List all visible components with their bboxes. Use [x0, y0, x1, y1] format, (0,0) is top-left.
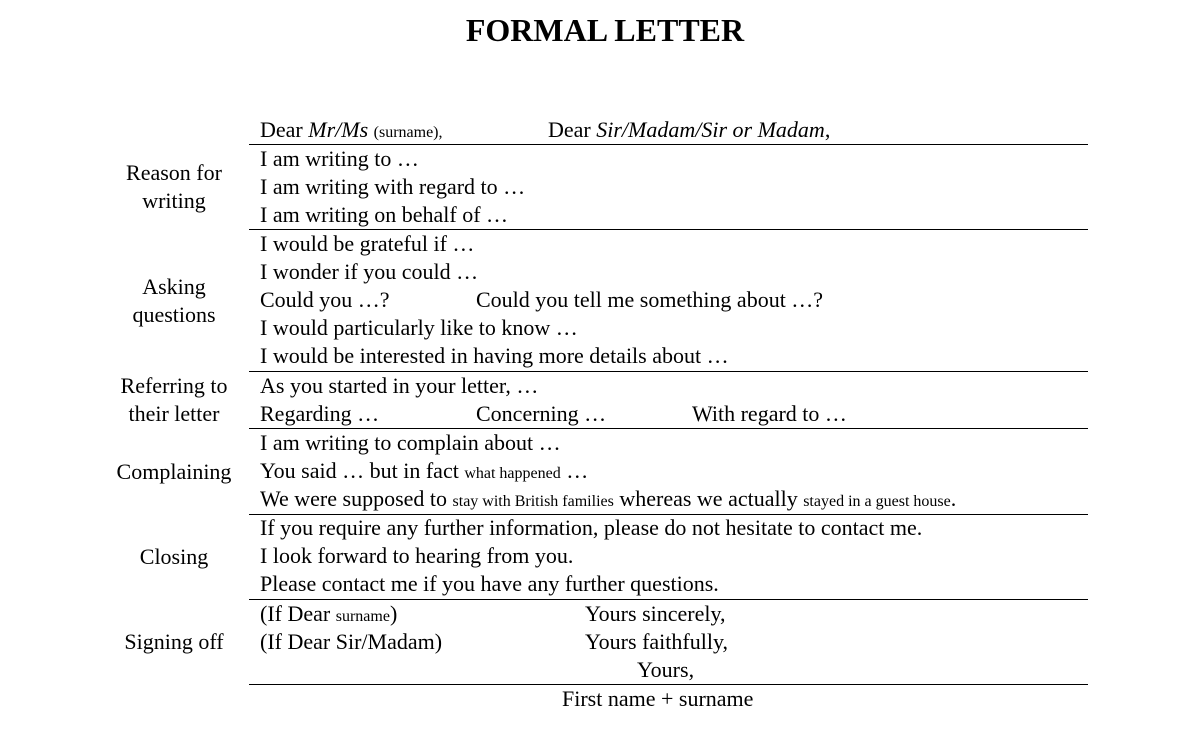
- phrase: I wonder if you could …: [260, 259, 479, 284]
- text: You said … but in fact: [260, 458, 465, 483]
- phrase: I am writing to …: [260, 146, 419, 171]
- phrase: I look forward to hearing from you.: [260, 543, 574, 568]
- greeting-unnamed: [548, 116, 830, 144]
- section-label-closing: Closing: [139, 544, 209, 569]
- phrase: As you started in your letter, …: [260, 373, 539, 398]
- label-line: Referring to: [120, 373, 228, 398]
- text: whereas we actually: [613, 486, 804, 511]
- phrase: With regard to …: [692, 401, 847, 426]
- page-title: FORMAL LETTER: [465, 12, 745, 48]
- phrase: Could you tell me something about …?: [476, 287, 824, 312]
- dear-label: Dear: [548, 117, 597, 142]
- section-label-signing: Signing off: [124, 629, 224, 654]
- label-line: questions: [132, 302, 216, 327]
- section-label-referring: [100, 372, 248, 428]
- phrase: I would be grateful if …: [260, 231, 475, 256]
- if-dear-sir: (If Dear Sir/Madam): [260, 629, 443, 654]
- placeholder: stayed in a guest house: [803, 493, 951, 510]
- phrase: I am writing with regard to …: [260, 174, 526, 199]
- placeholder: stay with British families: [452, 493, 614, 510]
- text: ): [389, 601, 398, 626]
- text: We were supposed to: [260, 486, 453, 511]
- text: …: [560, 458, 589, 483]
- phrase: I am writing on behalf of …: [260, 202, 509, 227]
- if-dear-surname: [260, 600, 397, 631]
- text: .: [950, 486, 957, 511]
- placeholder: what happened: [464, 465, 561, 482]
- section-label-asking: [100, 273, 248, 329]
- yours-faithfully: Yours faithfully,: [585, 629, 729, 654]
- surname-placeholder: (surname),: [373, 124, 443, 141]
- mrms: Mr/Ms: [308, 117, 369, 142]
- phrase-supposed: [260, 485, 956, 516]
- phrase: If you require any further information, please do not hesitate to contact me.: [260, 515, 923, 540]
- yours-sincerely: Yours sincerely,: [585, 601, 726, 626]
- dear-label: Dear: [260, 117, 309, 142]
- section-label-complaining: Complaining: [116, 459, 232, 484]
- label-line: Asking: [142, 274, 206, 299]
- comma: ,: [824, 117, 831, 142]
- phrase: Could you …?: [260, 287, 390, 312]
- text: (If Dear: [260, 601, 336, 626]
- yours: Yours,: [637, 657, 695, 682]
- label-line: writing: [142, 188, 206, 213]
- phrase: Please contact me if you have any further questions.: [260, 571, 719, 596]
- placeholder: surname: [335, 608, 390, 625]
- phrase-you-said: [260, 457, 588, 488]
- phrase: I am writing to complain about …: [260, 430, 561, 455]
- section-label-reason: [100, 159, 248, 215]
- phrase: Concerning …: [476, 401, 607, 426]
- sirmadam: Sir/Madam/Sir or Madam: [596, 117, 825, 142]
- greeting-named: [260, 116, 443, 147]
- phrase: Regarding …: [260, 401, 380, 426]
- label-line: Reason for: [126, 160, 222, 185]
- signature-name: First name + surname: [562, 686, 754, 711]
- label-line: their letter: [128, 401, 220, 426]
- phrase: I would be interested in having more details about …: [260, 343, 729, 368]
- phrase: I would particularly like to know …: [260, 315, 578, 340]
